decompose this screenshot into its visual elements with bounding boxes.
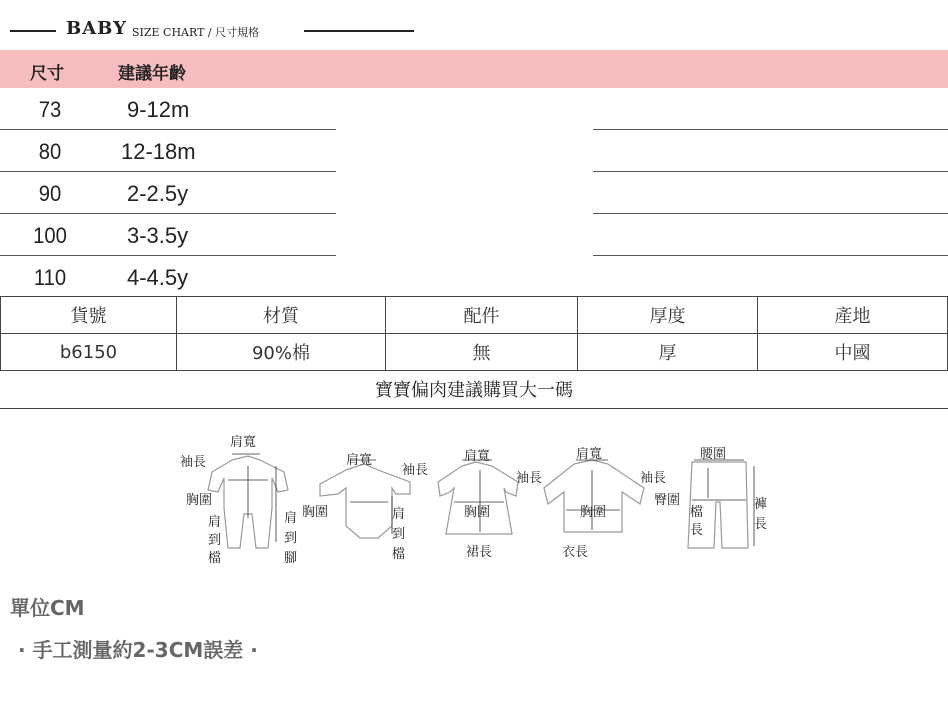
material-value: 90%棉	[177, 334, 386, 371]
size-row	[0, 130, 948, 172]
label-sleeve-length: 袖長	[180, 455, 207, 470]
label-chest: 胸圍	[302, 505, 329, 520]
brand-title: BABY	[66, 18, 127, 39]
accessory-header: 配件	[386, 297, 578, 334]
label-shoulder-crotch: 肩	[208, 515, 222, 530]
label-sleeve-length: 袖長	[516, 471, 543, 486]
measurement-diagram	[160, 430, 780, 574]
size-value: 110	[33, 265, 67, 290]
label-shoulder-foot: 到	[284, 531, 298, 546]
product-info-table	[0, 296, 948, 371]
origin-header: 產地	[758, 297, 948, 334]
label-shoulder-width: 肩寬	[230, 435, 257, 450]
label-garment-length: 衣長	[562, 545, 589, 560]
age-value: 12-18m	[121, 139, 196, 164]
header-subtitle: SIZE CHART / 尺寸規格	[132, 26, 260, 39]
label-hip: 臀圍	[654, 493, 681, 508]
size-value: 100	[33, 223, 67, 248]
label-shoulder-width: 肩寬	[576, 447, 603, 462]
sku-header: 貨號	[1, 297, 177, 334]
size-row	[0, 214, 948, 256]
thickness-value: 厚	[578, 334, 758, 371]
label-chest: 胸圍	[186, 493, 213, 508]
accessory-value: 無	[386, 334, 578, 371]
age-value: 3-3.5y	[127, 223, 189, 248]
label-shoulder-foot: 腳	[284, 551, 298, 566]
size-row	[0, 172, 948, 214]
measurement-illustration	[160, 430, 780, 570]
label-shoulder-foot: 肩	[284, 511, 298, 526]
age-value: 4-4.5y	[127, 265, 189, 290]
size-value: 90	[38, 181, 62, 206]
label-sleeve-length: 袖長	[640, 471, 667, 486]
size-value: 73	[38, 97, 62, 122]
label-chest: 胸圍	[580, 505, 607, 520]
label-shoulder-width: 肩寬	[346, 453, 373, 468]
label-waist: 腰圍	[700, 447, 727, 462]
age-value: 9-12m	[127, 97, 190, 122]
header-rule-right	[304, 30, 414, 32]
info-header-row	[1, 297, 948, 334]
label-shoulder-crotch: 檔	[208, 551, 222, 566]
header-rule-left	[10, 30, 56, 32]
age-column-header: 建議年齡	[118, 64, 186, 84]
size-column-header: 尺寸	[30, 64, 64, 84]
measurement-error-note: · 手工測量約2-3CM誤差 ·	[18, 638, 258, 662]
origin-value: 中國	[758, 334, 948, 371]
unit-label: 單位CM	[10, 596, 85, 620]
size-table-header	[0, 50, 948, 88]
label-shoulder-width: 肩寬	[464, 449, 491, 464]
label-shoulder-crotch: 肩	[392, 507, 406, 522]
label-sleeve-length: 袖長	[402, 463, 429, 478]
size-value: 80	[38, 139, 62, 164]
size-row	[0, 88, 948, 130]
label-shoulder-crotch: 到	[392, 527, 406, 542]
size-chart-header	[10, 18, 430, 42]
age-value: 2-2.5y	[127, 181, 189, 206]
label-shoulder-crotch: 到	[208, 533, 222, 548]
size-row	[0, 256, 948, 298]
label-crotch-length: 檔	[690, 505, 704, 520]
label-crotch-length: 長	[690, 523, 704, 538]
label-chest: 胸圍	[464, 505, 491, 520]
label-shoulder-crotch: 檔	[392, 547, 406, 562]
label-skirt-length: 裙長	[466, 545, 493, 560]
thickness-header: 厚度	[578, 297, 758, 334]
info-value-row	[1, 334, 948, 371]
label-pants-length: 褲	[754, 497, 768, 512]
label-pants-length: 長	[754, 517, 768, 532]
material-header: 材質	[177, 297, 386, 334]
sku-value: b6150	[1, 334, 177, 371]
size-advice-note: 寶寶偏肉建議購買大一碼	[0, 372, 948, 409]
